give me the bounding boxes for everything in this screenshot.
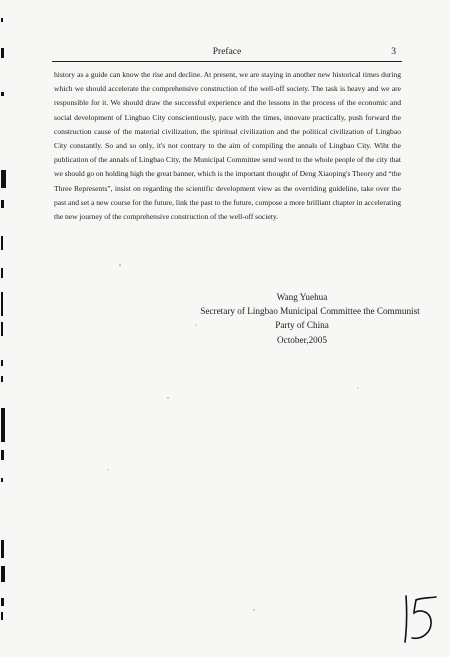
- left-margin-scan-marks: [0, 0, 10, 657]
- signer-party: Party of China: [275, 320, 329, 331]
- signature-date: October,2005: [277, 334, 327, 345]
- signature-block: [150, 290, 440, 347]
- handwritten-page-mark: [400, 592, 440, 644]
- running-header: [52, 45, 402, 62]
- signer-title: Secretary of Lingbao Municipal Committee the Communist: [200, 306, 420, 317]
- body-paragraph: history as a guide can know the rise and decline. At present, we are staying in another new historical times during which we should accelerate the comprehensive construction of the well-off society. The task is heavy and we are responsible for it. We should draw the successful experience and the lessons in the process of the economic and social development of Lingbao City conscientiously, pace with the times, innovate practically, push forward the construction cause of the material civilization, the spiritual civilization and the political civilization of Lingbao City constantly. So and so only, it's not contrary to the aim of compiling the annals of Lingbao City. Wiht the publication of the annals of Lingbao City, the Municipal Committee send word to the whole people of the city that we should go on holding high the great banner, which is the important thought of Deng Xiaoping's Theory and “the Three Represents”, insist on regarding the scientific development view as the overriding guideline, take over the past and set a new course for the future, link the past to the future, compose a more brilliant chapter in accelerating the new journey of the comprehensive construction of the well-off society.: [54, 70, 401, 222]
- page-number: 3: [391, 47, 396, 57]
- signer-name: Wang Yuehua: [276, 292, 328, 302]
- header-title: Preface: [212, 47, 242, 57]
